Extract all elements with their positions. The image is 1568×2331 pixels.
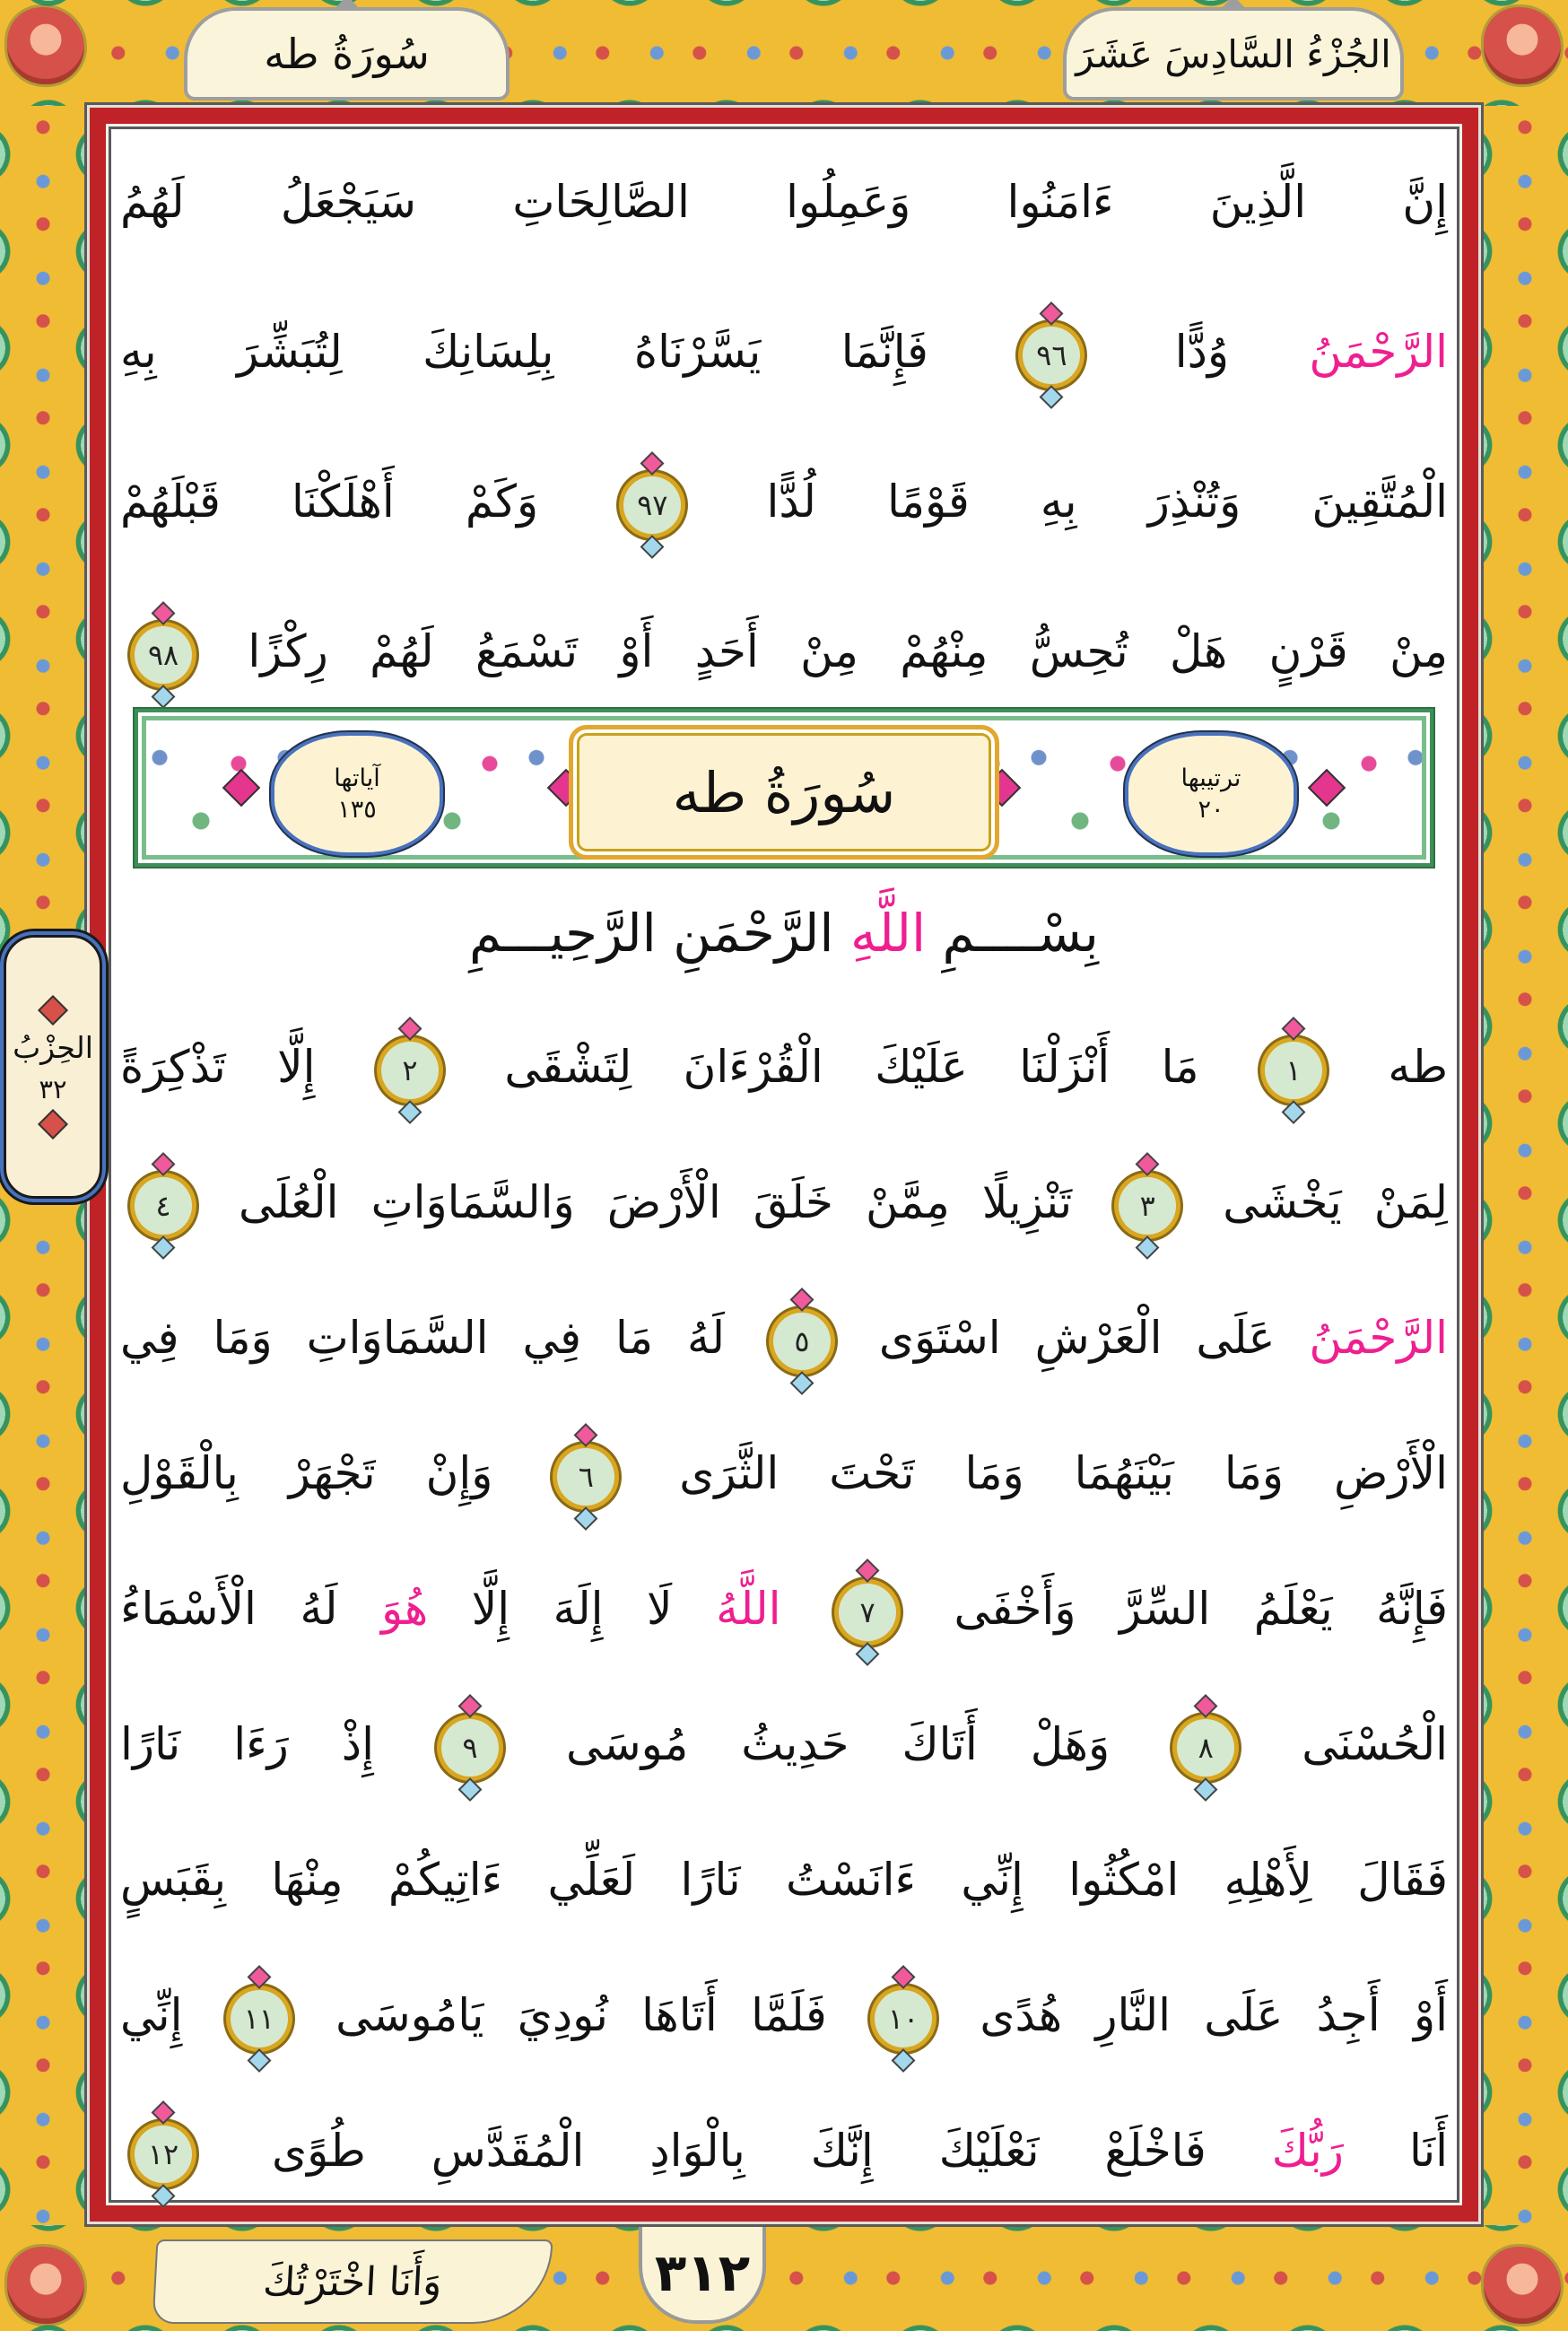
ornamental-border-right [1482, 106, 1568, 2225]
hizb-label: الحِزْبُ [13, 1029, 93, 1065]
verse-text: بِسْــــمِ [926, 903, 1099, 964]
verse-number-marker [1023, 327, 1080, 384]
verse-number: ١٢ [147, 2136, 179, 2171]
verse-text: إِلَّا تَذْكِرَةً [120, 1041, 367, 1093]
quran-line [120, 427, 1448, 577]
verse-number-marker [1265, 1042, 1322, 1099]
header-surah-label: سُورَةُ طه [264, 30, 430, 78]
page-number-cartouche [639, 2225, 766, 2324]
verse-number: ٨ [1198, 1730, 1214, 1765]
header-juz-label: الجُزْءُ السَّادِسَ عَشَرَ [1076, 31, 1391, 76]
verse-text: عَلَى الْعَرْشِ اسْتَوَى [844, 1312, 1310, 1364]
header-surah-cartouche [184, 7, 510, 100]
surah-order-medallion [1125, 732, 1297, 856]
catchword-cartouche [152, 2239, 553, 2324]
verse-text: لَا إِلَهَ إِلَّا [428, 1583, 717, 1635]
verse-number: ٩٧ [637, 487, 668, 522]
diamond-ornament-icon [222, 769, 260, 807]
divine-name-highlight: اللَّهِ [849, 903, 927, 964]
corner-flower-icon [1484, 2247, 1561, 2324]
verses-block-maryam [120, 127, 1448, 727]
quran-line [120, 277, 1448, 427]
verse-text: إِنَّ الَّذِينَ ءَامَنُوا وَعَمِلُوا الصَّالِحَاتِ سَيَجْعَلُ لَهُمُ [120, 176, 1448, 228]
quran-line [120, 127, 1448, 277]
ayat-count-label: آياتها [334, 764, 380, 792]
verse-number-marker [623, 476, 681, 534]
verse-number-marker [135, 2126, 192, 2183]
verse-text: أَنَا [1343, 2125, 1448, 2177]
quran-line [120, 1541, 1448, 1677]
verse-text: لَهُ مَا فِي السَّمَاوَاتِ وَمَا فِي [120, 1312, 759, 1364]
verse-number-marker [231, 1990, 288, 2047]
corner-flower-icon [7, 7, 84, 84]
hizb-marker [4, 935, 102, 1199]
verse-text: وَهَلْ أَتَاكَ حَدِيثُ مُوسَى [513, 1718, 1163, 1770]
verse-text: فَلَمَّا أَتَاهَا نُودِيَ يَامُوسَى [301, 1989, 861, 2041]
verse-text: مِنْ قَرْنٍ هَلْ تُحِسُّ مِنْهُمْ مِنْ أَحَدٍ أَوْ تَسْمَعُ لَهُمْ رِكْزًا [206, 625, 1448, 677]
quran-line [120, 1000, 1448, 1135]
ornamental-border-bottom [0, 2225, 1568, 2331]
verse-number: ٧ [859, 1594, 875, 1629]
corner-flower-icon [7, 2247, 84, 2324]
quran-line [120, 1406, 1448, 1541]
verse-text: لِمَنْ يَخْشَى [1190, 1176, 1448, 1228]
divine-name-highlight: اللَّهُ [716, 1583, 781, 1635]
verse-text: الْأَرْضِ وَمَا بَيْنَهُمَا وَمَا تَحْتَ الثَّرَى [629, 1447, 1448, 1499]
verse-text: أَوْ أَجِدُ عَلَى النَّارِ هُدًى [946, 1989, 1448, 2041]
verse-text: فَقَالَ لِأَهْلِهِ امْكُثُوا إِنِّي ءَانَسْتُ نَارًا لَعَلِّي ءَاتِيكُمْ مِنْهَا بِقَبَسٍ [120, 1854, 1448, 1906]
verse-text: فَاخْلَعْ نَعْلَيْكَ إِنَّكَ بِالْوَادِ الْمُقَدَّسِ طُوًى [206, 2125, 1272, 2177]
verse-number-marker [773, 1313, 831, 1370]
verse-text: وَإِنْ تَجْهَرْ بِالْقَوْلِ [120, 1447, 544, 1499]
verse-number-marker [381, 1042, 439, 1099]
verse-text: مَا أَنْزَلْنَا عَلَيْكَ الْقُرْءَانَ لِتَشْقَى [452, 1041, 1250, 1093]
verse-text: وَكَمْ أَهْلَكْنَا قَبْلَهُمْ [120, 476, 610, 528]
divine-name-highlight: هُوَ [381, 1583, 429, 1635]
verse-text: الْحُسْنَى [1249, 1718, 1448, 1770]
verse-text: تَنْزِيلًا مِمَّنْ خَلَقَ الْأَرْضَ وَالسَّمَاوَاتِ الْعُلَى [206, 1176, 1105, 1228]
verse-number-marker [135, 1177, 192, 1235]
verse-number: ٦ [578, 1459, 594, 1494]
quran-line [120, 1677, 1448, 1812]
quran-line [120, 1948, 1448, 2083]
verse-text: لَهُ الْأَسْمَاءُ [120, 1583, 381, 1635]
surah-order-label: ترتيبها [1180, 764, 1241, 792]
verse-number: ٩٦ [1036, 337, 1067, 372]
verse-number: ٣ [1139, 1188, 1155, 1223]
ornamental-border-top [0, 0, 1568, 106]
verse-number: ٢ [402, 1052, 418, 1087]
corner-flower-icon [1484, 7, 1561, 84]
surah-title: سُورَةُ طه [672, 759, 896, 825]
surah-title-cartouche [569, 725, 999, 860]
hizb-number: ٣٢ [39, 1073, 67, 1104]
verse-number: ٥ [794, 1323, 810, 1358]
verse-number-marker [875, 1990, 932, 2047]
quran-text-area [120, 127, 1448, 2207]
verse-text: طه [1337, 1041, 1449, 1093]
quran-line [120, 1270, 1448, 1406]
verse-number-marker [839, 1584, 896, 1641]
verse-text: فَإِنَّمَا يَسَّرْنَاهُ بِلِسَانِكَ لِتُبَشِّرَ بِهِ [120, 326, 1009, 378]
catchword-text: وَأَنَا اخْتَرْتُكَ [261, 2258, 444, 2305]
divine-name-highlight: الرَّحْمَنُ [1309, 1312, 1448, 1364]
ayat-count-value: ١٣٥ [337, 796, 377, 824]
verse-number-marker [1177, 1719, 1234, 1777]
quran-line [120, 577, 1448, 727]
verse-text: وُدًّا [1094, 326, 1310, 378]
verse-number-marker [135, 626, 192, 684]
verse-number: ٩٨ [147, 637, 179, 672]
surah-title-band [135, 709, 1433, 867]
verse-number-marker [557, 1448, 614, 1506]
verses-block-taha [120, 1000, 1448, 2219]
verse-text: الْمُتَّقِينَ وَتُنْذِرَ بِهِ قَوْمًا لُدًّا [695, 476, 1448, 528]
verse-number: ٤ [155, 1188, 171, 1223]
verse-number: ١ [1285, 1052, 1302, 1087]
verse-number: ١٠ [887, 2001, 919, 2036]
surah-order-value: ٢٠ [1198, 796, 1224, 824]
verse-number: ٩ [462, 1730, 478, 1765]
ayat-count-medallion [271, 732, 443, 856]
verse-text: إِذْ رَءَا نَارًا [120, 1718, 428, 1770]
verse-number-marker [1119, 1177, 1176, 1235]
quran-line [120, 1135, 1448, 1270]
verse-text: الرَّحْمَنِ الرَّحِيـــمِ [469, 903, 850, 964]
header-juz-cartouche [1063, 7, 1404, 100]
page-number: ٣١٢ [654, 2242, 751, 2303]
divine-name-highlight: رَبُّكَ [1271, 2125, 1344, 2177]
verse-text: إِنِّي [120, 1989, 216, 2041]
diamond-ornament-icon [1308, 769, 1346, 807]
divine-name-highlight: الرَّحْمَنُ [1309, 326, 1448, 378]
verse-text: فَإِنَّهُ يَعْلَمُ السِّرَّ وَأَخْفَى [910, 1583, 1449, 1635]
verse-number: ١١ [243, 2001, 274, 2036]
quran-line [120, 1812, 1448, 1948]
verse-text [781, 1583, 825, 1635]
basmala-line [120, 870, 1448, 996]
quran-line [120, 870, 1448, 996]
quran-line [120, 2083, 1448, 2219]
verse-number-marker [441, 1719, 499, 1777]
